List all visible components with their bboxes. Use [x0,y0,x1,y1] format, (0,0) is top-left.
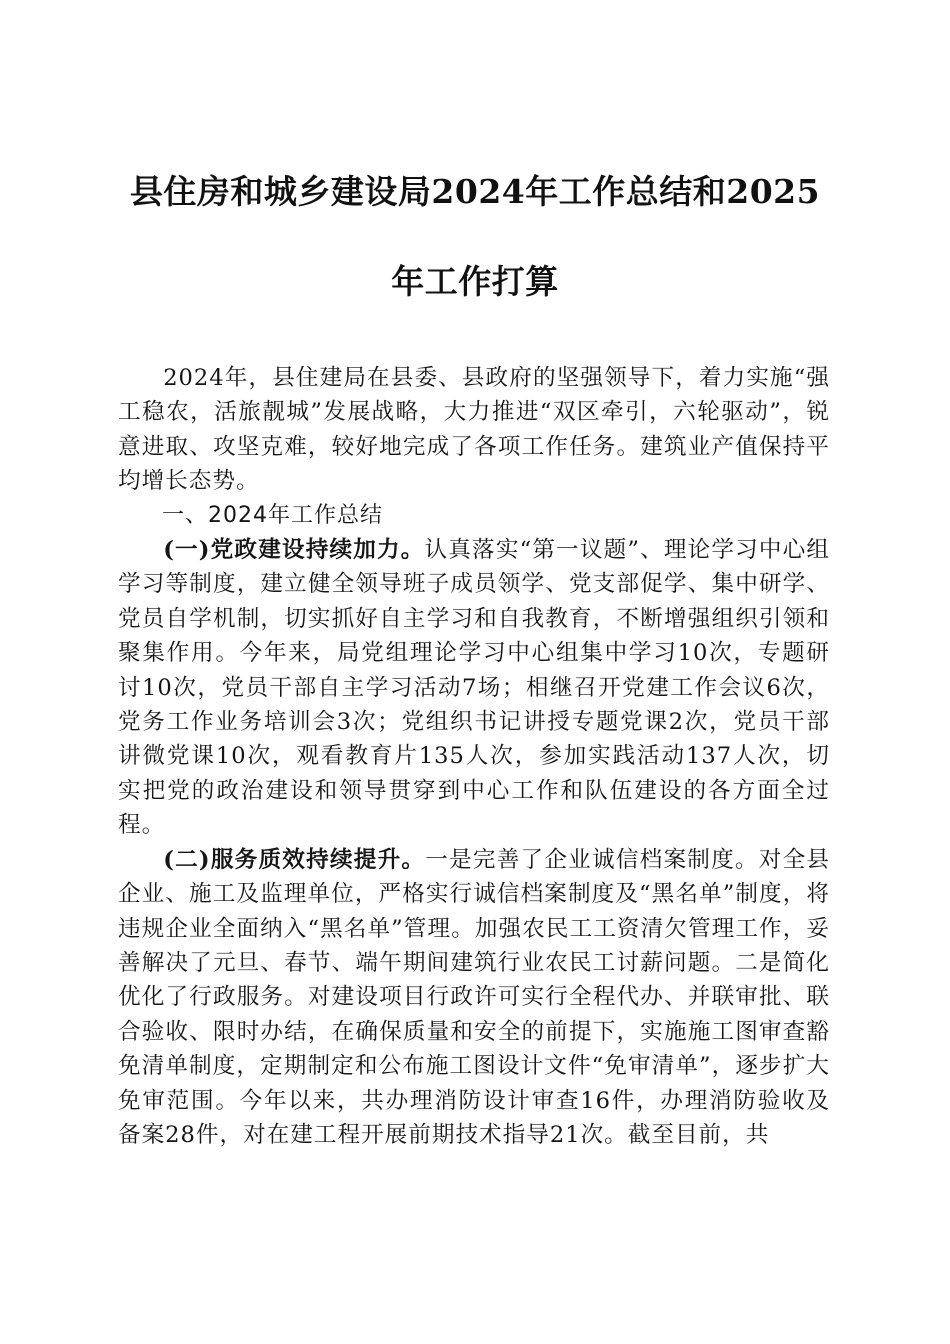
paragraph-item-2 [118,843,830,1153]
document-title-line-2: 年工作打算 [391,262,559,301]
item-2-lead: (二)服务质效持续提升。 [163,846,426,873]
item-1-text: 认真落实“第一议题”、理论学习中心组学习等制度，建立健全领导班子成员领学、党支部促学、集中研学、党员自学机制，切实抓好自主学习和自我教育，不断增强组织引领和聚集作用。今年来，局党组理论学习中心组集中学习10次，专题研讨10次，党员干部自主学习活动7场；相继召开党建工作会议6次，党务工作业务培训会3次；党组织书记讲授专题党课2次，党员干部讲微党课10次，观看教育片135人次，参加实践活动137人次，切实把党的政治建设和领导贯穿到中心工作和队伍建设的各方面全过程。 [118,537,830,839]
section-heading: 一、2024年工作总结 [162,502,383,528]
item-2-text: 一是完善了企业诚信档案制度。对全县企业、施工及监理单位，严格实行诚信档案制度及“黑名单”制度，将违规企业全面纳入“黑名单”管理。加强农民工工资清欠管理工作，妥善解决了元旦、春节、端午期间建筑行业农民工讨薪问题。二是简化优化了行政服务。对建设项目行政许可实行全程代办、并联审批、联合验收、限时办结，在确保质量和安全的前提下，实施施工图审查豁免清单制度，定期制定和公布施工图设计文件“免审清单”，逐步扩大免审范围。今年以来，共办理消防设计审查16件，办理消防验收及备案28件，对在建工程开展前期技术指导21次。截至目前，共 [118,846,830,1148]
item-1-lead: (一)党政建设持续加力。 [163,537,425,564]
paragraph-item-1 [118,533,830,843]
document-title-line-1: 县住房和城乡建设局2024年工作总结和2025 [129,172,821,211]
document-body [118,361,830,1152]
intro-paragraph: 2024年，县住建局在县委、县政府的坚强领导下，着力实施“强工稳农，活旅靓城”发展战略，大力推进“双区牵引，六轮驱动”，锐意进取、攻坚克难，较好地完成了各项工作任务。建筑业产值保持平均增长态势。 [118,365,830,495]
